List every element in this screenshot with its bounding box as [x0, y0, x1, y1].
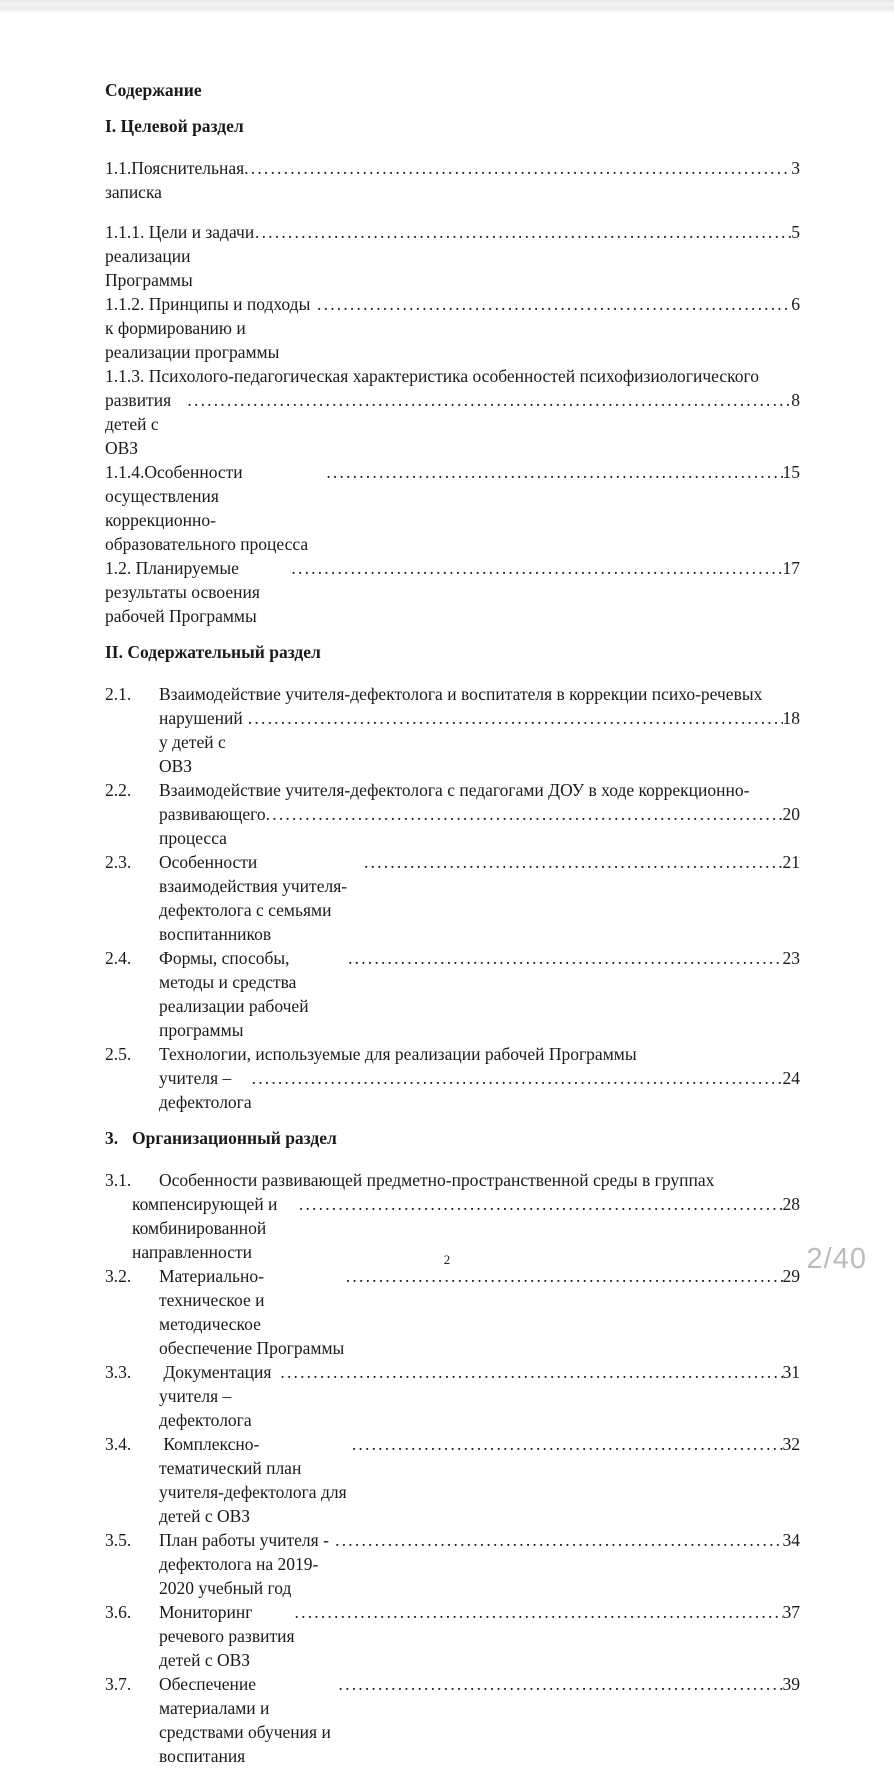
- toc-group: [105, 220, 800, 628]
- toc-entry: [105, 778, 800, 850]
- toc-line: [159, 706, 800, 778]
- toc-entry: [105, 1360, 800, 1432]
- toc-entry-body: [159, 946, 800, 1042]
- toc-line: [105, 292, 800, 364]
- top-edge-strip: [0, 0, 894, 12]
- toc-section: [105, 1126, 800, 1768]
- dot-leader: [339, 1672, 783, 1696]
- toc-entry-text: Особенности развивающей предметно-пространственной среды в группах: [159, 1170, 715, 1190]
- dot-leader: [364, 850, 783, 874]
- dot-leader: [244, 156, 791, 180]
- page-ref: 15: [782, 462, 800, 482]
- toc-entry-text: Обеспечение материалами и средствами обучения и воспитания: [159, 1674, 336, 1766]
- toc-entry-number: 3.1.: [105, 1170, 132, 1190]
- toc-entry-text: 1.2. Планируемые результаты освоения рабочей Программы: [105, 558, 265, 626]
- page-ref: 31: [782, 1362, 800, 1382]
- toc-entry-text: План работы учителя - дефектолога на 2019-2020 учебный год: [159, 1530, 334, 1598]
- section-heading: [105, 1126, 800, 1150]
- toc-line: [159, 1528, 800, 1600]
- footer-page-number: 2: [443, 1252, 451, 1267]
- toc-entry-body: [159, 1672, 800, 1768]
- toc-line: [159, 1066, 800, 1114]
- toc-entry-text: Взаимодействие учителя-дефектолога с педагогами ДОУ в ходе коррекционно-: [159, 780, 750, 800]
- toc-entry: [105, 682, 800, 778]
- dot-leader: [352, 1432, 783, 1456]
- toc-entry-number: 2.4.: [105, 948, 132, 968]
- toc-line: [159, 1600, 800, 1672]
- toc-line: [105, 556, 800, 628]
- toc-line: [159, 1672, 800, 1768]
- page-ref: 32: [782, 1434, 800, 1454]
- toc-entry-text: компенсирующей и комбинированной направленности: [132, 1194, 282, 1262]
- toc-entry-body: [159, 1360, 800, 1432]
- toc-entry-number: 2.5.: [105, 1044, 132, 1064]
- toc-entry-text: развития детей с ОВЗ: [105, 390, 176, 458]
- page-ref: 5: [791, 222, 800, 242]
- toc-entry-number: 3.5.: [105, 1530, 132, 1550]
- page-ref: 20: [782, 804, 800, 824]
- toc-line: [105, 460, 800, 556]
- toc-line: [159, 850, 800, 946]
- dot-leader: [266, 802, 783, 826]
- toc-line: [159, 802, 800, 850]
- toc-group: [105, 156, 800, 204]
- section-heading-text: Организационный раздел: [132, 1128, 337, 1148]
- section-heading: II. Содержательный раздел: [105, 642, 321, 662]
- page-ref: 29: [782, 1266, 800, 1286]
- toc-entry-text: 1.1.1. Цели и задачи реализации Программы: [105, 222, 259, 290]
- section-heading: I. Целевой раздел: [105, 116, 244, 136]
- toc-entry-text: Мониторинг речевого развития детей с ОВЗ: [159, 1602, 299, 1670]
- dot-leader: [252, 1066, 783, 1090]
- toc-entry-text: Комплексно-тематический план учителя-дефектолога для детей с ОВЗ: [159, 1434, 352, 1526]
- toc-entry-number: 2.1.: [105, 684, 132, 704]
- page-ref: 3: [791, 158, 800, 178]
- document-page: [105, 78, 800, 1768]
- toc-entry-text: развивающего процесса: [159, 804, 271, 848]
- toc-entry: [105, 1432, 800, 1528]
- dot-leader: [255, 220, 791, 244]
- toc-entry-number: 2.2.: [105, 780, 132, 800]
- toc-entry-text: 1.1.4.Особенности осуществления коррекционно-образовательного процесса: [105, 462, 309, 554]
- toc-entry-body: [132, 1168, 800, 1264]
- toc-entry-body: [159, 1264, 800, 1360]
- toc-entry: [105, 1672, 800, 1768]
- toc-line: [105, 220, 800, 292]
- toc-entry: [105, 1600, 800, 1672]
- toc-entry: [105, 1168, 800, 1264]
- dot-leader: [348, 946, 782, 970]
- toc-entry-body: [159, 1600, 800, 1672]
- dot-leader: [295, 1600, 783, 1624]
- toc-entry-number: 3.2.: [105, 1266, 132, 1286]
- toc-entry: [105, 1042, 800, 1114]
- toc-entry: [105, 1528, 800, 1600]
- page-ref: 21: [782, 852, 800, 872]
- toc-line: [159, 1432, 800, 1528]
- toc-entry-text: 1.1.2. Принципы и подходы к формированию и реализации программы: [105, 294, 315, 362]
- toc-entry-number: 2.3.: [105, 852, 132, 872]
- toc-entry-text: Документация учителя – дефектолога: [159, 1362, 276, 1430]
- doc-title: Содержание: [105, 80, 202, 100]
- toc-line: [105, 388, 800, 460]
- toc-section: [105, 640, 800, 1114]
- toc-entry-text: Взаимодействие учителя-дефектолога и воспитателя в коррекции психо-речевых: [159, 684, 763, 704]
- viewer-page-indicator: 2/40: [806, 1243, 867, 1275]
- page-ref: 34: [782, 1530, 800, 1550]
- toc-entry-number: 3.4.: [105, 1434, 132, 1454]
- dot-leader: [187, 388, 791, 412]
- page-ref: 6: [791, 294, 800, 314]
- toc: [105, 114, 800, 1768]
- toc-line: [159, 1264, 800, 1360]
- toc-entry-body: [159, 1528, 800, 1600]
- page-ref: 28: [782, 1194, 800, 1214]
- toc-entry: [105, 946, 800, 1042]
- dot-leader: [291, 556, 782, 580]
- toc-line: [159, 946, 800, 1042]
- dot-leader: [326, 460, 782, 484]
- page-ref: 24: [782, 1068, 800, 1088]
- dot-leader: [299, 1192, 783, 1216]
- toc-entry-text: Особенности взаимодействия учителя-дефектолога с семьями воспитанников: [159, 852, 348, 944]
- toc-entry-text: учителя – дефектолога: [159, 1068, 252, 1112]
- toc-entry-text: Технологии, используемые для реализации рабочей Программы: [159, 1044, 637, 1064]
- toc-entry-body: [159, 1042, 800, 1114]
- dot-leader: [280, 1360, 782, 1384]
- toc-entry: [105, 1264, 800, 1360]
- section-heading-number: 3.: [105, 1128, 119, 1148]
- toc-entry-body: [159, 850, 800, 946]
- toc-entry-text: 1.1.3. Психолого-педагогическая характеристика особенностей психофизиологического: [105, 366, 759, 386]
- toc-entry: [105, 850, 800, 946]
- toc-entry-body: [159, 1432, 800, 1528]
- toc-line: [159, 1360, 800, 1432]
- page-ref: 18: [782, 708, 800, 728]
- dot-leader: [248, 706, 783, 730]
- toc-entry-text: нарушений у детей с ОВЗ: [159, 708, 248, 776]
- toc-entry-number: 3.6.: [105, 1602, 132, 1622]
- page-ref: 17: [782, 558, 800, 578]
- toc-entry-number: 3.3.: [105, 1362, 132, 1382]
- toc-entry-body: [159, 778, 800, 850]
- toc-section: [105, 114, 800, 628]
- toc-entry-text: 1.1.Пояснительная записка: [105, 158, 249, 202]
- toc-entry-body: [159, 682, 800, 778]
- dot-leader: [335, 1528, 782, 1552]
- page-ref: 23: [782, 948, 800, 968]
- toc-entry-number: 3.7.: [105, 1674, 132, 1694]
- toc-entry-text: Формы, способы, методы и средства реализации рабочей программы: [159, 948, 313, 1040]
- page-ref: 39: [782, 1674, 800, 1694]
- page-ref: 37: [782, 1602, 800, 1622]
- dot-leader: [317, 292, 791, 316]
- toc-entry-text: Материально-техническое и методическое обеспечение Программы: [159, 1266, 345, 1358]
- page-ref: 8: [791, 390, 800, 410]
- toc-line: [105, 156, 800, 204]
